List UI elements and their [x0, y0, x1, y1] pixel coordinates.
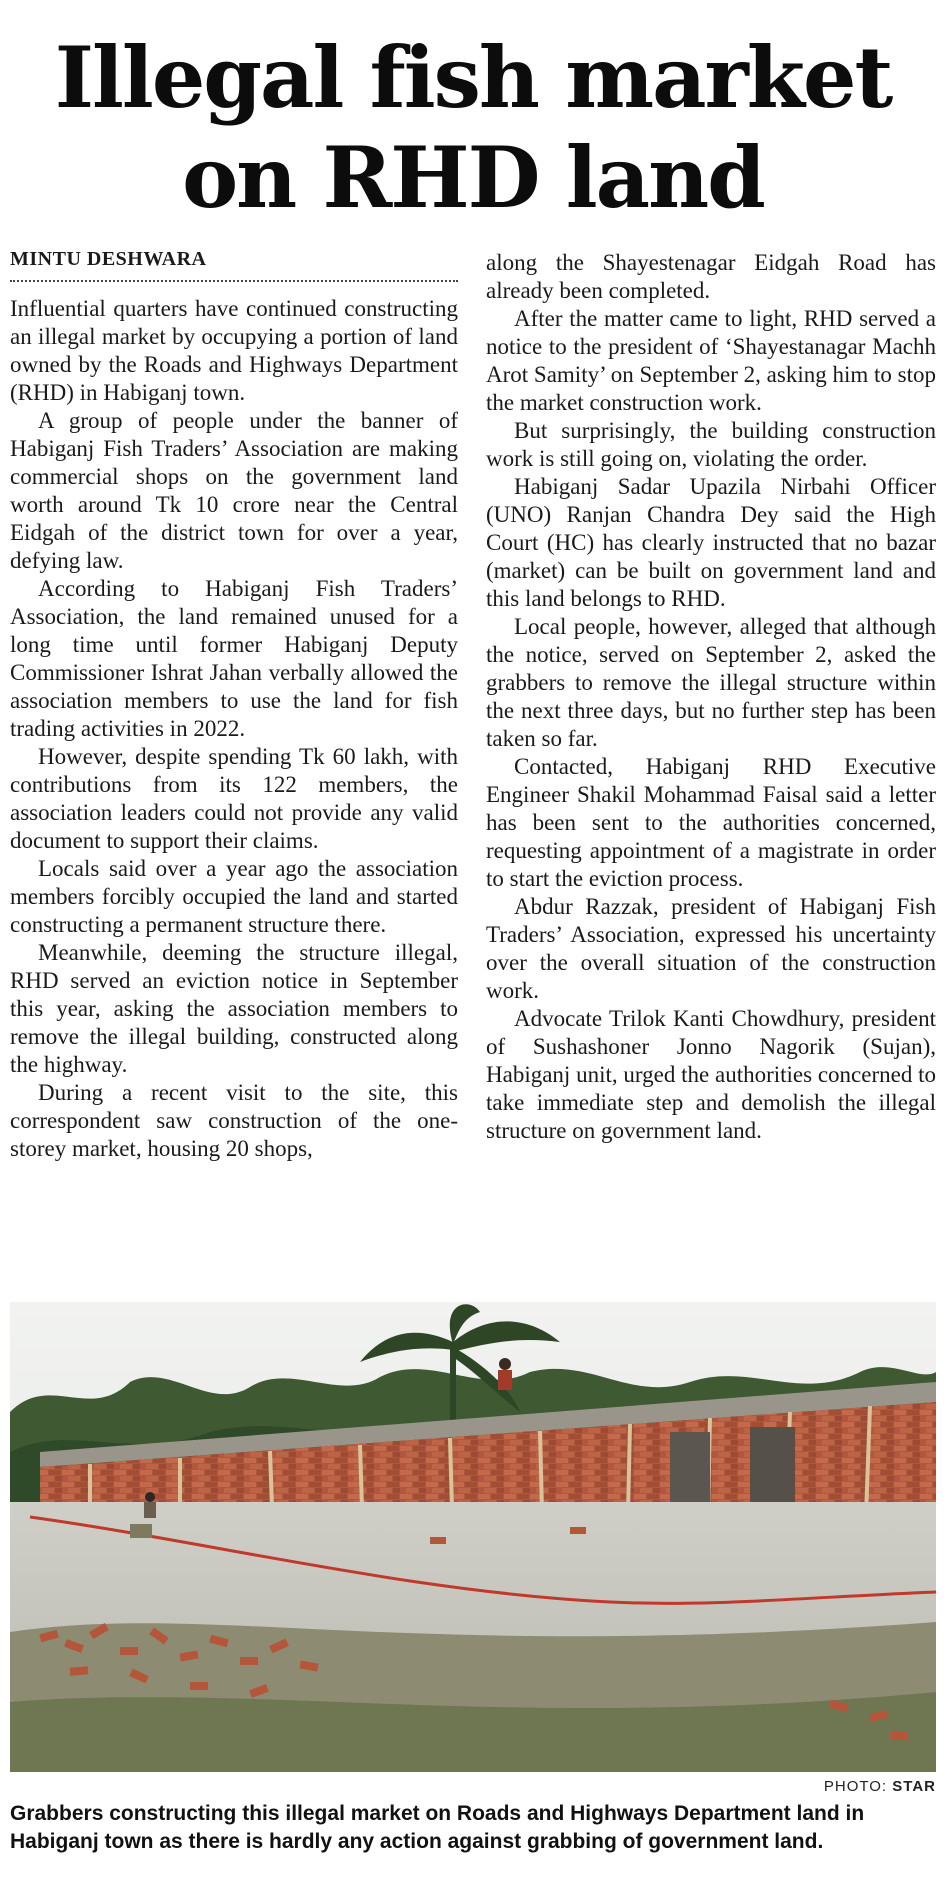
paragraph: But surprisingly, the building construction work is still going on, violating the order.: [486, 418, 936, 471]
paragraph: A group of people under the banner of Habiganj Fish Traders’ Association are making commercial shops on the government land worth around Tk 10 crore near the Central Eidgah of the district town for over a year, defying law.: [10, 408, 458, 573]
paragraph: During a recent visit to the site, this correspondent saw construction of the one-storey market, housing 20 shops,: [10, 1080, 458, 1161]
news-photo: [10, 1302, 936, 1772]
photo-credit: [824, 1778, 936, 1795]
byline: MINTU DESHWARA: [10, 248, 207, 270]
photo-caption: Grabbers constructing this illegal market on Roads and Highways Department land in Habiganj town as there is hardly any action against grabbing of government land.: [10, 1802, 865, 1853]
paragraph: However, despite spending Tk 60 lakh, with contributions from its 122 members, the association leaders could not provide any valid document to support their claims.: [10, 744, 458, 853]
paragraph: Local people, however, alleged that although the notice, served on September 2, asked the grabbers to remove the illegal structure within the next three days, but no further step has been taken so far.: [486, 614, 936, 751]
article-column-1: [10, 295, 458, 1275]
byline-divider: [10, 280, 458, 282]
paragraph: Locals said over a year ago the association members forcibly occupied the land and started constructing a permanent structure there.: [10, 856, 458, 937]
paragraph: According to Habiganj Fish Traders’ Association, the land remained unused for a long time until former Habiganj Deputy Commissioner Ishrat Jahan verbally allowed the association members to use the land for fish trading activities in 2022.: [10, 576, 458, 741]
paragraph: Influential quarters have continued constructing an illegal market by occupying a portion of land owned by the Roads and Highways Department (RHD) in Habiganj town.: [10, 296, 458, 405]
article-column-2: [486, 249, 936, 1274]
headline: Illegal fish market on RHD land: [54, 28, 892, 227]
photo-credit-source: STAR: [892, 1778, 936, 1795]
paragraph: Meanwhile, deeming the structure illegal, RHD served an eviction notice in September this year, asking the association members to remove the illegal building, constructed along the highway.: [10, 940, 458, 1077]
paragraph: Advocate Trilok Kanti Chowdhury, president of Sushashoner Jonno Nagorik (Sujan), Habiganj unit, urged the authorities concerned to take immediate step and demolish the illegal structure on government land.: [486, 1006, 936, 1143]
photo-credit-prefix: PHOTO:: [823, 1778, 893, 1795]
paragraph: After the matter came to light, RHD served a notice to the president of ‘Shayestanagar Machh Arot Samity’ on September 2, asking him to stop the market construction work.: [486, 306, 936, 415]
paragraph: Habiganj Sadar Upazila Nirbahi Officer (UNO) Ranjan Chandra Dey said the High Court (HC) has clearly instructed that no bazar (market) can be built on government land and this land belongs to RHD.: [486, 474, 936, 611]
paragraph: Contacted, Habiganj RHD Executive Engineer Shakil Mohammad Faisal said a letter has been sent to the authorities concerned, requesting appointment of a magistrate in order to start the eviction process.: [486, 754, 936, 891]
paragraph: along the Shayestenagar Eidgah Road has already been completed.: [486, 250, 936, 303]
paragraph: Abdur Razzak, president of Habiganj Fish Traders’ Association, expressed his uncertainty over the overall situation of the construction work.: [486, 894, 936, 1003]
